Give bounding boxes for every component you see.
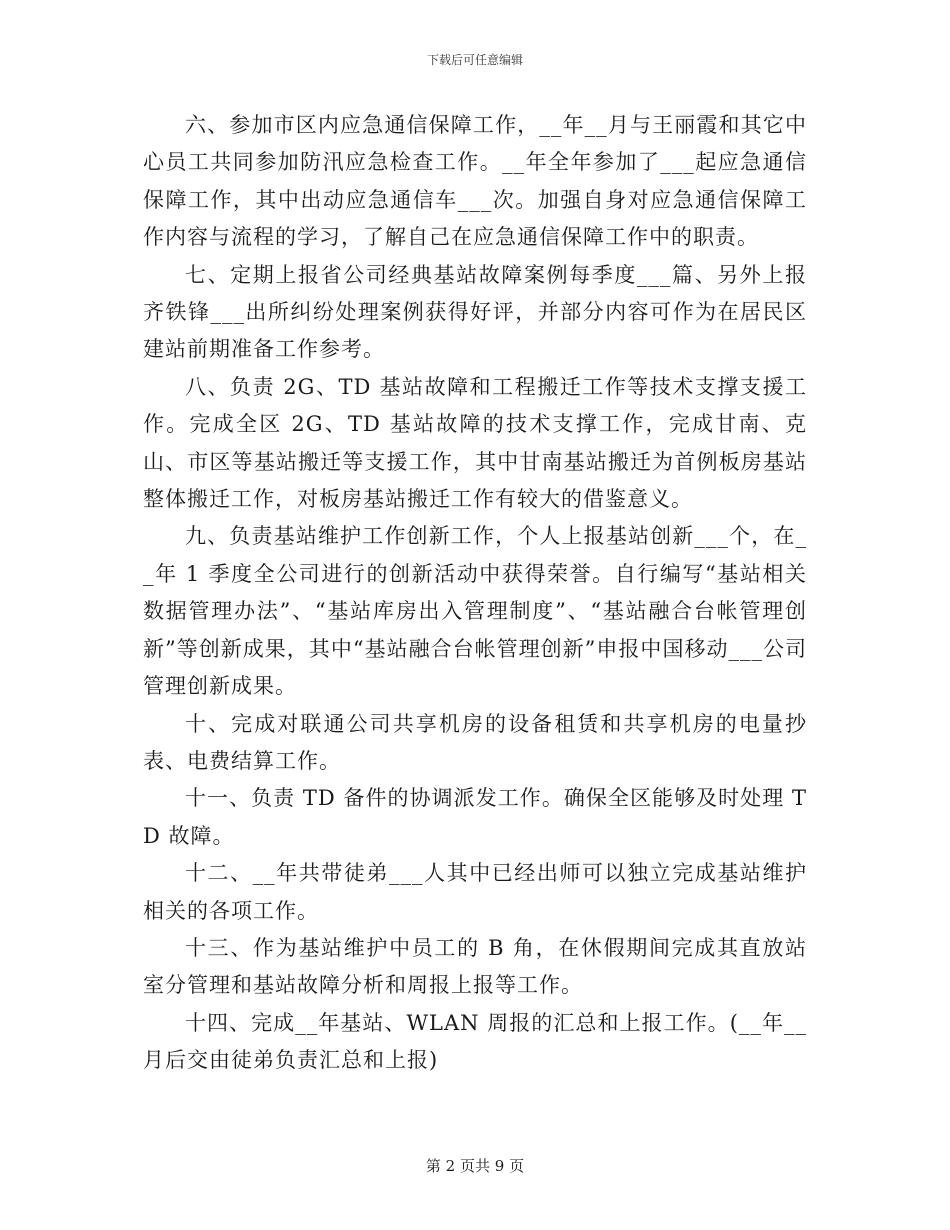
paragraph-8: 八、负责 2G、TD 基站故障和工程搬迁工作等技术支撑支援工作。完成全区 2G、TD 基站故障的技术支撑工作，完成甘南、克山、市区等基站搬迁等支援工作，其中甘南基站搬迁为首例板房基站整体搬迁工作，对板房基站搬迁工作有较大的借鉴意义。 xyxy=(143,374,807,512)
paragraph-9: 九、负责基站维护工作创新工作，个人上报基站创新___个，在__年 1 季度全公司进行的创新活动中获得荣誉。自行编写“基站相关数据管理办法”、“基站库房出入管理制度”、“基站融合台帐管理创新”等创新成果，其中“基站融合台帐管理创新”申报中国移动___公司管理创新成果。 xyxy=(143,524,807,699)
paragraph-6: 六、参加市区内应急通信保障工作，__年__月与王丽霞和其它中心员工共同参加防汛应急检查工作。__年全年参加了___起应急通信保障工作，其中出动应急通信车___次。加强自身对应急通信保障工作内容与流程的学习，了解自己在应急通信保障工作中的职责。 xyxy=(143,113,807,250)
page-number: 第 2 页共 9 页 xyxy=(425,1157,525,1175)
document-body xyxy=(143,107,807,1080)
paragraph-13: 十三、作为基站维护中员工的 B 角，在休假期间完成其直放站室分管理和基站故障分析和周报上报等工作。 xyxy=(143,935,807,998)
paragraph-11: 十一、负责 TD 备件的协调派发工作。确保全区能够及时处理 TD 故障。 xyxy=(143,786,807,848)
paragraph-7: 七、定期上报省公司经典基站故障案例每季度___篇、另外上报齐铁锋___出所纠纷处理案例获得好评，并部分内容可作为在居民区建站前期准备工作参考。 xyxy=(143,262,807,362)
paragraph-14: 十四、完成__年基站、WLAN 周报的汇总和上报工作。(__年__月后交由徒弟负责汇总和上报) xyxy=(143,1010,807,1073)
paragraph-12: 十二、__年共带徒弟___人其中已经出师可以独立完成基站维护相关的各项工作。 xyxy=(143,861,807,923)
paragraph-10: 十、完成对联通公司共享机房的设备租赁和共享机房的电量抄表、电费结算工作。 xyxy=(143,711,807,773)
page-header: 下载后可任意编辑 xyxy=(426,53,523,67)
